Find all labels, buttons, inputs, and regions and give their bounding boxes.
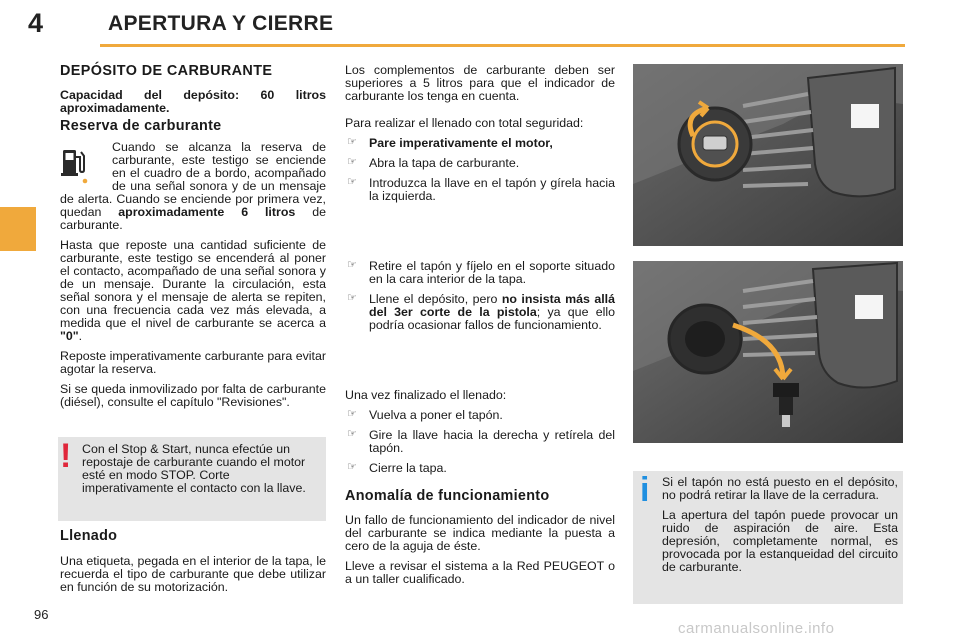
reserve-heading: Reserva de carburante: [60, 118, 222, 134]
list-item: [345, 293, 615, 332]
reserve-p1-tail: de carburante.: [60, 205, 326, 232]
reserve-p1-lead: Cuando se alcanza la reserva de carburante, este testigo se enciende en el cuadro de a bordo, acompañado de una señal sonora y de un mensaje de alerta. Cuando se enciende por primera vez, quedan: [60, 140, 326, 219]
column2-top: [345, 64, 615, 210]
list-item: [345, 137, 615, 150]
reserve-p2-bold: "0": [60, 329, 79, 343]
reserve-text: [60, 141, 326, 416]
pointing-hand-icon: ☞: [347, 156, 357, 168]
info-p2: La apertura del tapón puede provocar un ruido de aspiración de aire. Esta depresión, completamente normal, es provocada por la estanqueidad del circuito de carburante.: [662, 508, 898, 574]
pointing-hand-icon: ☞: [347, 428, 357, 440]
fuel-flap-photo: [633, 64, 903, 246]
pointing-hand-icon: ☞: [347, 292, 357, 304]
warning-text: Con el Stop & Start, nunca efectúe un repostaje de carburante cuando el motor esté en modo STOP. Corte imperativamente el contacto con la llave.: [82, 442, 306, 495]
list-item: [345, 177, 615, 203]
list-item: [345, 462, 615, 475]
safety-intro: Para realizar el llenado con total seguridad:: [345, 116, 584, 130]
reserve-p2-lead: Hasta que reposte una cantidad suficiente de carburante, este testigo se encenderá al poner el contacto, acompañado de una señal sonora y de un mensaje. Durante la circulación, esta señal sonora y el mensaje de alerta se repiten, con una frecuencia cada vez más elevada, a medida que el nivel de carburante se acerca a: [60, 238, 326, 330]
reserve-p3: Reposte imperativamente carburante para evitar agotar la reserva.: [60, 349, 326, 376]
info-text: [662, 476, 898, 581]
pointing-hand-icon: ☞: [347, 408, 357, 420]
info-p1: Si el tapón no está puesto en el depósito, no podrá retirar la llave de la cerradura.: [662, 475, 898, 502]
reserve-p1-bold: aproximadamente 6 litros: [118, 205, 296, 219]
anomaly-p2: Lleve a revisar el sistema a la Red PEUGEOT o a un taller cualificado.: [345, 559, 615, 586]
column2-bottom: [345, 389, 615, 482]
pointing-hand-icon: ☞: [347, 461, 357, 473]
step-text: Retire el tapón y fíjelo en el soporte situado en la cara interior de la tapa.: [369, 259, 615, 286]
anomaly-heading: Anomalía de funcionamiento: [345, 488, 550, 504]
tank-capacity: Capacidad del depósito: 60 litros aproximadamente.: [60, 88, 326, 115]
exclamation-icon: !: [60, 437, 72, 475]
step-text: Abra la tapa de carburante.: [369, 156, 520, 170]
pointing-hand-icon: ☞: [347, 136, 357, 148]
watermark: carmanualsonline.info: [678, 620, 835, 637]
reserve-p4: Si se queda inmovilizado por falta de carburante (diésel), consulte el capítulo "Revisiones".: [60, 382, 326, 409]
info-icon: i: [640, 471, 650, 509]
list-item: [345, 157, 615, 170]
list-item: [345, 429, 615, 455]
filling-text: Una etiqueta, pegada en el interior de la tapa, le recuerda el tipo de carburante que debe utilizar en función de su motorización.: [60, 554, 326, 594]
pointing-hand-icon: ☞: [347, 259, 357, 271]
step5-lead: Llene el depósito, pero: [369, 292, 502, 306]
section-title: DEPÓSITO DE CARBURANTE: [60, 63, 273, 79]
step5-bold: no insista más allá del 3er corte de la pistola: [369, 292, 615, 319]
step5-tail: ; ya que ello podría ocasionar fallos de funcionamiento.: [369, 305, 615, 332]
step-text: Introduzca la llave en el tapón y gírela hacia la izquierda.: [369, 176, 615, 203]
reserve-p2-tail: .: [78, 329, 83, 343]
filling-heading: Llenado: [60, 528, 118, 544]
after-fill-intro: Una vez finalizado el llenado:: [345, 388, 507, 402]
column2-middle: [345, 260, 615, 339]
step-text: Gire la llave hacia la derecha y retírela del tapón.: [369, 428, 615, 455]
list-item: [345, 260, 615, 286]
page-number: 96: [34, 607, 49, 622]
complements-text: Los complementos de carburante deben ser superiores a 5 litros para que el indicador de carburante los tenga en cuenta.: [345, 63, 615, 103]
chapter-side-tab: [0, 207, 36, 251]
anomaly-text: [345, 514, 615, 593]
list-item: [345, 409, 615, 422]
fuel-cap-photo: [633, 261, 903, 443]
pointing-hand-icon: ☞: [347, 176, 357, 188]
header-rule: [100, 44, 905, 47]
step-text: Vuelva a poner el tapón.: [369, 408, 503, 422]
step-text: Pare imperativamente el motor,: [369, 136, 553, 150]
chapter-number: 4: [28, 8, 44, 38]
chapter-title: APERTURA Y CIERRE: [108, 12, 334, 35]
anomaly-p1: Un fallo de funcionamiento del indicador de nivel del carburante se indica mediante la puesta a cero de la aguja de éste.: [345, 513, 615, 553]
step-text: Cierre la tapa.: [369, 461, 447, 475]
